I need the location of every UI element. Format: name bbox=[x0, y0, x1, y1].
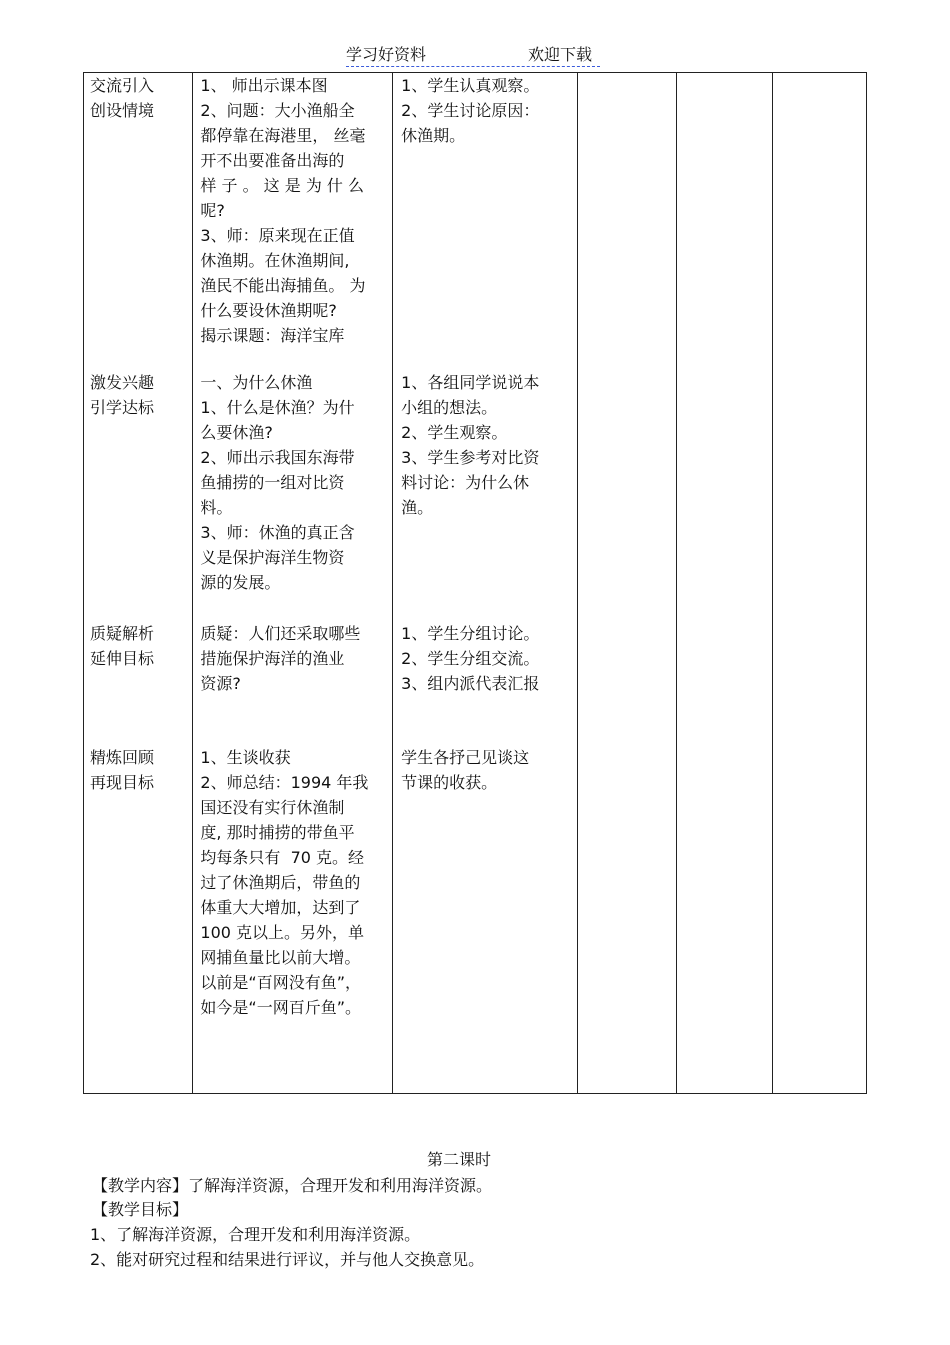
stage-cell: 交流引入 创设情境 bbox=[90, 76, 155, 120]
lesson-plan-table bbox=[83, 72, 867, 1094]
empty-column bbox=[677, 73, 772, 1094]
header-left-text: 学习好资料 bbox=[346, 45, 427, 64]
stage-column bbox=[84, 73, 193, 1094]
teacher-cell: 1、 师出示课本图 2、问题：大小渔船全 都停靠在海港里， 丝毫 开不出要准备出海的 样 子 。 这 是 为 什 么 呢? 3、师：原来现在正值 休渔期。在休渔期间, 渔民不能出海捕鱼。 为 什么要设休渔期呢? 揭示课题：海洋宝库 bbox=[200, 76, 366, 345]
teaching-goals-heading: 【教学目标】 bbox=[92, 1200, 189, 1219]
student-cell: 1、学生认真观察。 2、学生讨论原因： 休渔期。 bbox=[401, 76, 540, 145]
student-cell: 1、各组同学说说本 小组的想法。 2、学生观察。 3、学生参考对比资 料讨论：为什么休 渔。 bbox=[401, 373, 540, 517]
stage-cell: 质疑解析 延伸目标 bbox=[90, 624, 155, 668]
empty-column bbox=[577, 73, 676, 1094]
empty-column bbox=[772, 73, 866, 1094]
page-header bbox=[346, 40, 600, 67]
student-cell: 1、学生分组讨论。 2、学生分组交流。 3、组内派代表汇报 bbox=[401, 624, 540, 693]
teaching-content: 【教学内容】了解海洋资源，合理开发和利用海洋资源。 bbox=[92, 1176, 493, 1195]
stage-cell: 激发兴趣 引学达标 bbox=[90, 373, 155, 417]
teacher-activity-column bbox=[193, 73, 393, 1094]
teacher-cell: 一、为什么休渔 1、什么是休渔？为什 么要休渔? 2、师出示我国东海带 鱼捕捞的一组对比资 料。 3、师：休渔的真正含 义是保护海洋生物资 源的发展。 bbox=[200, 373, 355, 592]
teaching-goal: 2、能对研究过程和结果进行评议，并与他人交换意见。 bbox=[90, 1250, 485, 1269]
stage-cell: 精炼回顾 再现目标 bbox=[90, 748, 155, 792]
header-right-text: 欢迎下载 bbox=[528, 45, 593, 64]
student-activity-column bbox=[393, 73, 578, 1094]
teacher-cell: 1、生谈收获 2、师总结：1994 年我 国还没有实行休渔制 度, 那时捕捞的带鱼平 均每条只有 70 克。经 过了休渔期后，带鱼的 体重大大增加，达到了 100 克以上。另外，单 网捕鱼量比以前大增。 以前是“百网没有鱼”， 如今是“一网百斤鱼”。 bbox=[200, 748, 369, 1017]
teacher-cell: 质疑：人们还采取哪些 措施保护海洋的渔业 资源? bbox=[200, 624, 361, 693]
teaching-goal: 1、了解海洋资源，合理开发和利用海洋资源。 bbox=[90, 1225, 421, 1244]
section-title: 第二课时 bbox=[427, 1150, 492, 1169]
student-cell: 学生各抒己见谈这 节课的收获。 bbox=[401, 748, 530, 792]
